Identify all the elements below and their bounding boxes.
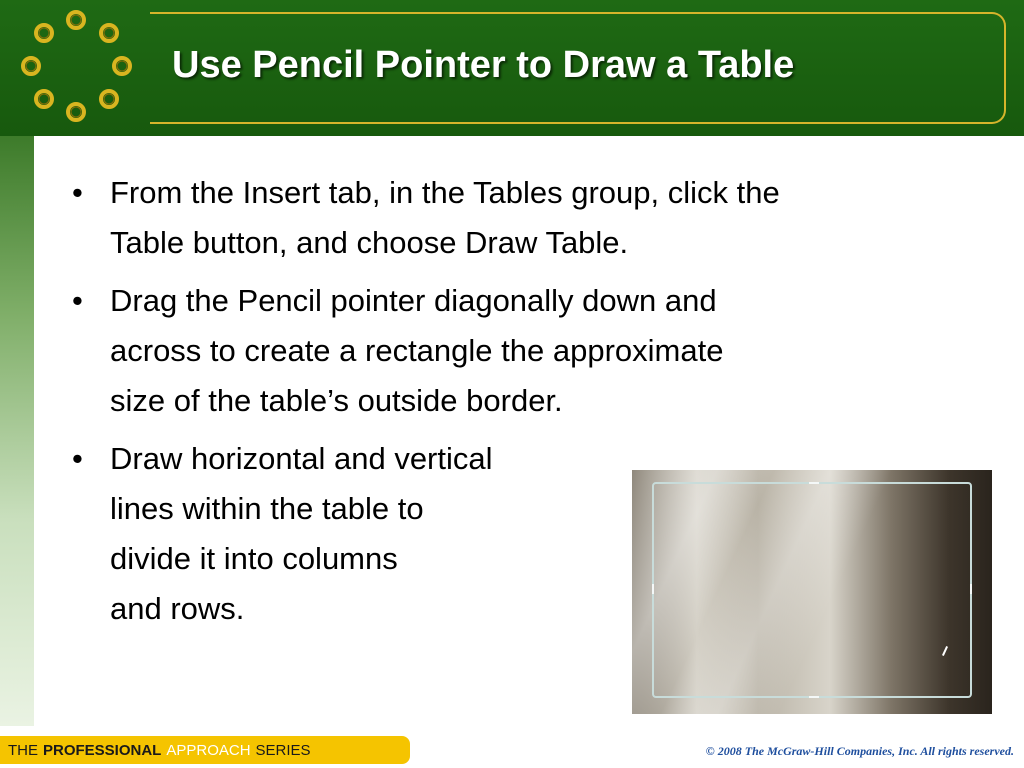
resize-handle-left: [652, 584, 654, 594]
series-the: THE: [8, 741, 38, 759]
resize-handle-top: [809, 482, 819, 484]
bullet-2-line-3: size of the table’s outside border.: [110, 383, 563, 418]
bullet-symbol: •: [72, 441, 83, 476]
bullet-3-line-1: Draw horizontal and vertical: [110, 441, 493, 476]
bullet-2-line-2: across to create a rectangle the approximate: [110, 333, 724, 368]
drawn-table-outline: [652, 482, 972, 698]
bullet-1-line-1: From the Insert tab, in the Tables group, click the: [110, 175, 780, 210]
bullet-3-line-3: divide it into columns: [110, 541, 398, 576]
gold-rings-logo-icon: [14, 8, 138, 132]
slide-header: [0, 0, 1024, 136]
bullet-1-line-2: Table button, and choose Draw Table.: [110, 225, 629, 260]
bullet-symbol: •: [72, 283, 83, 318]
bullet-item-3: [72, 434, 590, 634]
copyright-notice: © 2008 The McGraw-Hill Companies, Inc. All rights reserved.: [705, 744, 1014, 758]
bullet-3-line-2: lines within the table to: [110, 491, 424, 526]
resize-handle-right: [970, 584, 972, 594]
resize-handle-bottom: [809, 696, 819, 698]
bullet-2-line-1: Drag the Pencil pointer diagonally down and: [110, 283, 717, 318]
bullet-item-2: [72, 276, 930, 426]
series-series: SERIES: [255, 741, 311, 759]
bullet-item-1: [72, 168, 1010, 268]
draw-table-screenshot: [632, 470, 992, 714]
bullet-3-line-4: and rows.: [110, 591, 245, 626]
bullet-symbol: •: [72, 175, 83, 210]
slide-title: Use Pencil Pointer to Draw a Table: [172, 44, 795, 86]
series-professional: PROFESSIONAL: [43, 741, 162, 759]
left-decorative-bar: [0, 136, 34, 726]
series-banner: [0, 736, 410, 764]
series-approach: APPROACH: [166, 741, 251, 759]
